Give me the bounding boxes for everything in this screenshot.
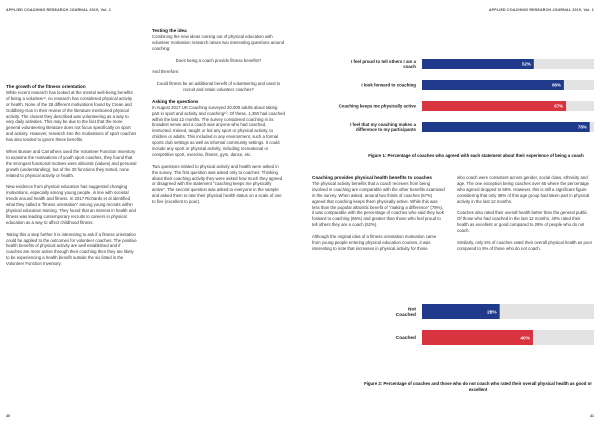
- bar: [422, 101, 566, 111]
- running-header-left: APPLIED COACHING RESEARCH JOURNAL 2019, Vol. 1: [6, 8, 112, 12]
- bar: [422, 122, 590, 132]
- right-page-column-2: [457, 175, 593, 252]
- paragraph: The physical activity benefits that a coach receives from being involved in coaching are comparable with the other benefits examined in the survey. When asked, around two thirds of coaches (67%) agreed that coaching keeps them physically active. While this was less than the popular altruistic benefit of “making a difference” (78%), it was comparable with the percentage of coaches who said they look forward to coaching (66%) and greater than those who feel proud to tell others they are a coach (52%).: [312, 180, 445, 228]
- value-label: 28%: [487, 310, 497, 316]
- paragraph: Similarly, only 5% of coaches rated their overall physical health as poor compared to 9% of those who do not coach.: [457, 239, 593, 251]
- paragraph: Two questions related to physical activity and health were asked in the survey. The first question was asked only to coaches: Thinking about their coaching activity they were asked how much they agreed or disagreed with the statement “coaching keeps me physically active”. The second question was asked to everyone in the sample and asked them to rate their physical health status on a scale of one to five (excellent to poor).: [152, 163, 283, 205]
- figure-1-caption: Figure 1: Percentage of coaches who agreed with each statement about their experience of being a coach: [368, 153, 584, 158]
- right-page-column-1: [312, 175, 445, 252]
- category-label: Not Coached: [395, 307, 416, 319]
- section-heading: Coaching provides physical health benefits to coaches: [312, 175, 432, 180]
- paragraph: New evidence from physical education has suggested changing motivations, especially among young people, in line with societal trends around health and fitness. In 2017 Richards et al identified what they called a “fitness orientation” among young recruits within physical education training. They found that an interest in health and fitness was leading contemporary recruits to careers in physical education as a way to affect childhood fitness.: [6, 184, 136, 225]
- paragraph: When Busser and Carruthers used the Volunteer Function Inventory to examine the motivations of youth sport coaches, they found that the strongest functional motives were altruistic (values) and personal growth (understanding), but of the 30 functions they tested, none related to physical activity or health.: [6, 148, 137, 178]
- left-page-column-2: [152, 28, 285, 205]
- section-heading: Asking the questions: [152, 98, 199, 104]
- value-label: 67%: [554, 103, 564, 109]
- category-label: I feel proud to tell others I am a coach: [351, 58, 416, 70]
- value-label: 52%: [522, 61, 531, 67]
- paragraph: Combining the new ideas coming out of physical education with volunteer motivation research raises two interesting questions around coaching:: [152, 33, 285, 51]
- paragraph: who coach were consistent across gender, social class, ethnicity and age. The one exception being coaches over 65 where the percentage who agreed dropped to 59%. However, this is still a significant figure considering that only 38% of this age group had taken part in physical activity in the last 12 months.: [457, 175, 590, 204]
- value-label: 78%: [577, 124, 587, 130]
- bar: [422, 80, 564, 90]
- category-label: I look forward to coaching: [361, 82, 416, 88]
- left-page-column-1: [6, 84, 137, 267]
- figure-2-caption: Figure 2: Percentage of coaches and those who do not coach who rated their overall physical health as good or excellent: [364, 381, 592, 392]
- figure-1-bar-chart: [312, 56, 598, 146]
- value-label: 40%: [520, 336, 530, 342]
- figure-2-bar-chart: [312, 294, 598, 364]
- page-number-right: 41: [590, 414, 594, 418]
- section-heading: Testing the idea: [152, 28, 187, 33]
- category-label: Coaching keeps me physically active: [338, 103, 416, 109]
- running-header-right: APPLIED COACHING RESEARCH JOURNAL 2019, Vol. 1: [488, 8, 594, 12]
- category-label: I feel that my coaching makes a difference to my participants: [350, 121, 416, 133]
- paragraph: Although the original idea of a fitness orientation motivation came from young people entering physical education courses, it was interesting to note that increases in physical activity for those: [312, 234, 437, 251]
- paragraph: While recent research has looked at the mental well-being benefits of being a volunteer⁸, no research has considered physical activity or health. None of the 28 different motivations found by Crean and Goldberg-Gun in their review of the literature mentioned physical activity. The closest they described was volunteering as a way to vary daily activities. This may be due to the fact that the more general volunteering literature does not focus specifically on sport and activity. However, research into the motivations of sport coaches has also tended to ignore these benefits.: [6, 89, 137, 143]
- research-question: Could fitness be an additional benefit of volunteering and used to recruit and retain volunteer coaches?: [156, 81, 281, 93]
- section-heading: The growth of the fitness orientation: [6, 84, 86, 89]
- bar: [422, 330, 533, 345]
- page-number-left: 40: [6, 414, 10, 418]
- value-label: 66%: [552, 82, 561, 88]
- paragraph: And therefore:: [152, 69, 180, 75]
- bar: [422, 59, 534, 69]
- category-label: Coached: [395, 336, 416, 342]
- paragraph: In August 2017 UK Coaching surveyed 20,000 adults about taking part in sport and activity and coaching¹⁰. Of these, 1,350 had coached within the last 12 months. The survey considered coaching in its broadest sense and a coach was anyone who had coached, instructed, trained, taught or led any sport or physical activity, to children or adults. This included in any environment, such a formal sports club settings as well as informal community settings. It could include any sport or physical activity, including recreational or competitive sport, exercise, fitness, gym, dance, etc.: [152, 104, 285, 157]
- paragraph: Taking this a step further it is interesting to ask if a fitness orientation could be applied to the outcomes for volunteer coaches. The positive health benefits of physical activity are well established and if coaches are more active through their coaching then they are likely to be experiencing a health benefit outside the six listed in the Volunteer Function Inventory.: [6, 231, 137, 267]
- research-question: Does being a coach provide fitness benefits?: [175, 57, 262, 63]
- paragraph: Coaches also rated their overall health better than the general public. Of those who had coached in the last 12 months, 40% rated their health as excellent or good compared to 28% of people who do not coach.: [457, 210, 589, 234]
